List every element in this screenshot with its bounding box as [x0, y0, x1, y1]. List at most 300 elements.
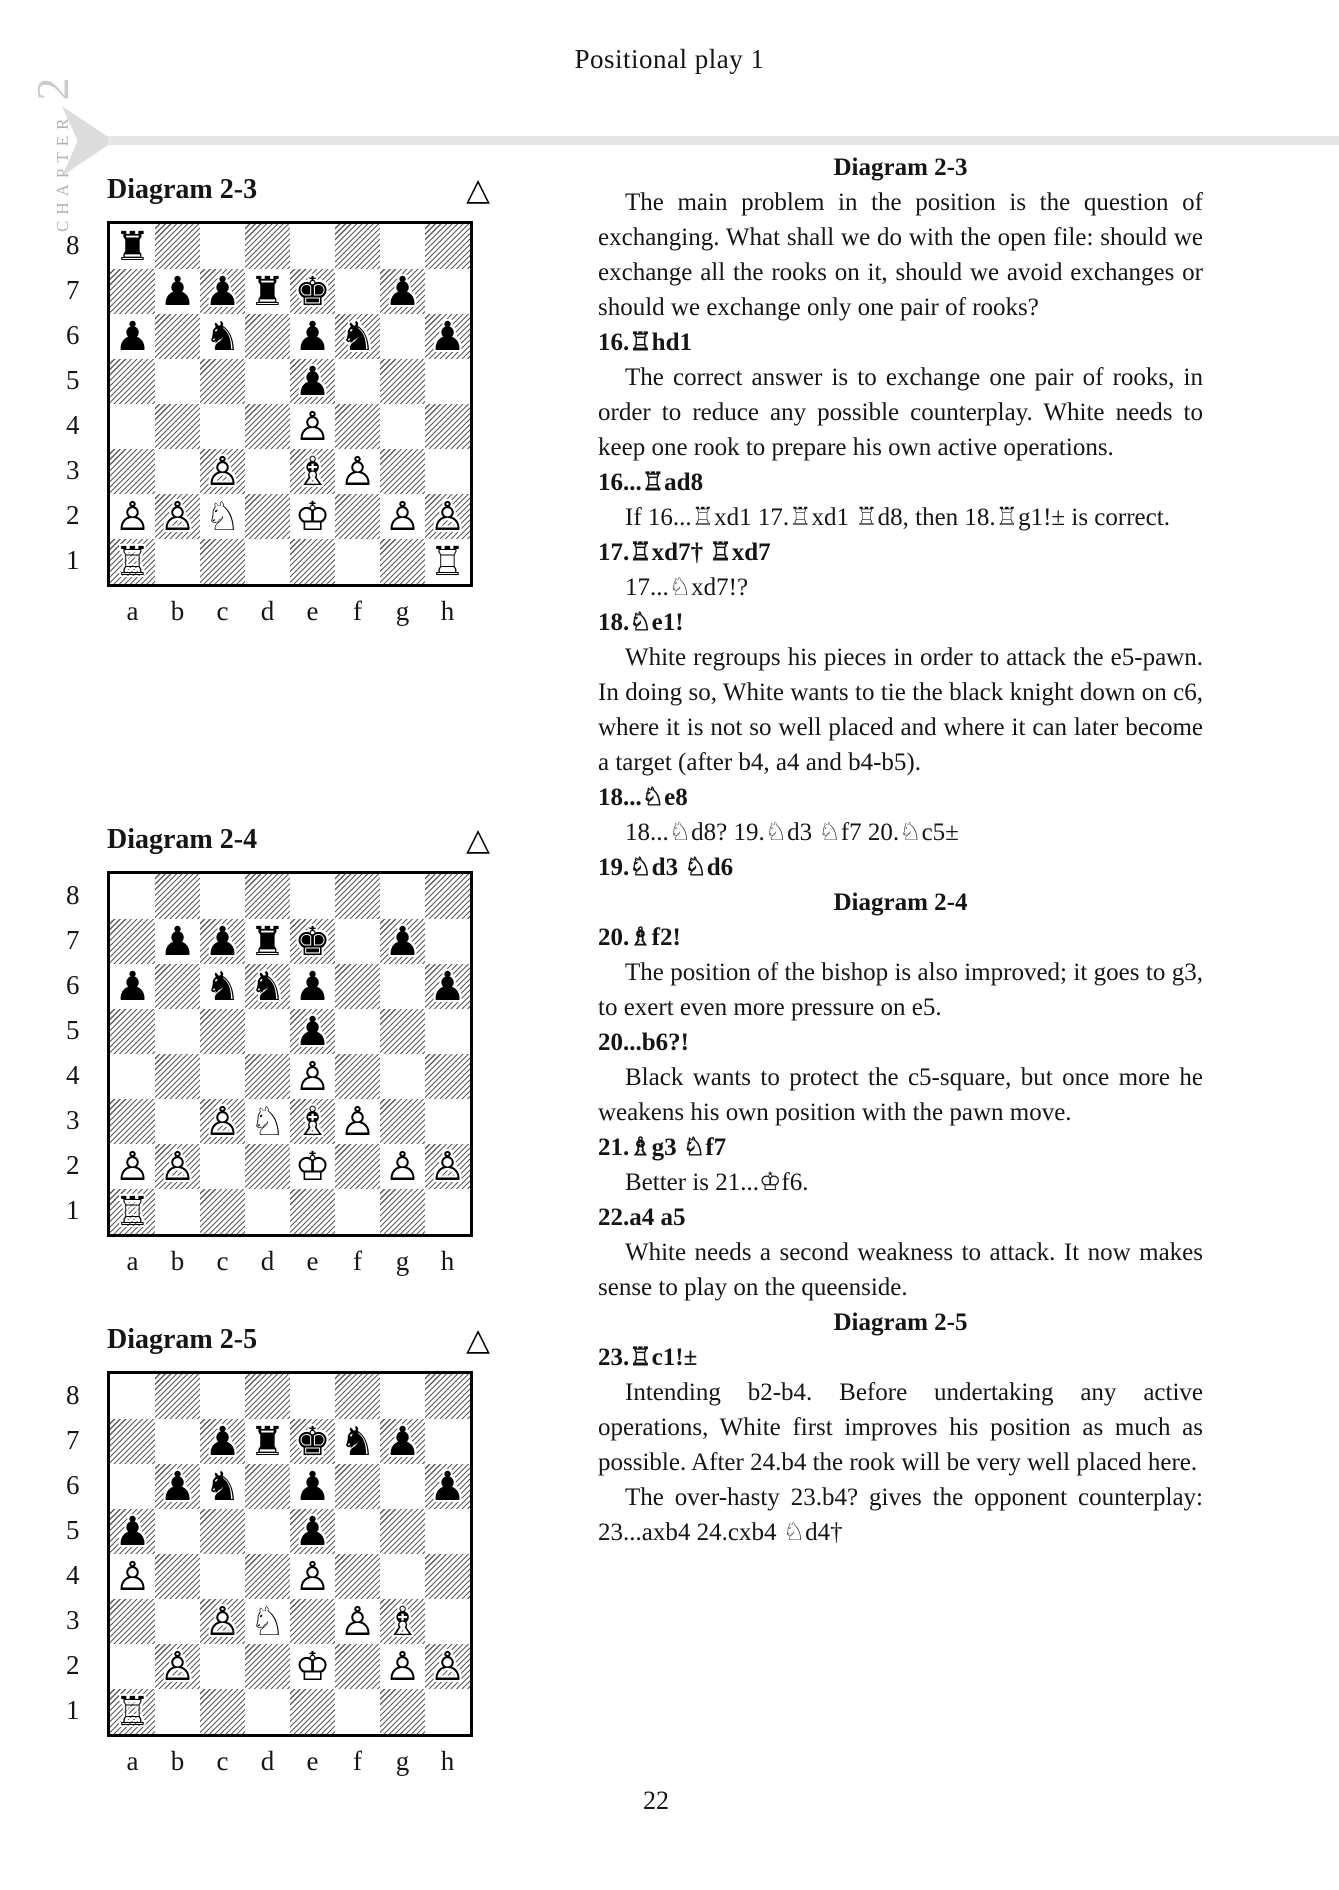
chess-piece: ♟ [159, 918, 196, 965]
chess-piece: ♟ [294, 313, 331, 360]
board-square [155, 1689, 200, 1734]
chess-piece: ♟ [294, 358, 331, 405]
board-square [425, 1054, 470, 1099]
board-square [245, 359, 290, 404]
move-line: 20...b6?! [598, 1029, 689, 1056]
rank-label: 5 [66, 1514, 80, 1545]
board-square [290, 1009, 335, 1054]
board-square [425, 359, 470, 404]
chess-piece: ♟ [159, 1463, 196, 1510]
rank-label: 6 [66, 319, 80, 350]
chess-piece: ♔ [294, 1143, 331, 1190]
board-square [425, 404, 470, 449]
board-square [200, 1374, 245, 1419]
board-square [380, 269, 425, 314]
rank-label: 4 [66, 1059, 80, 1090]
file-label: h [440, 1246, 455, 1276]
file-label: d [260, 1246, 275, 1276]
diagram-reference: Diagram 2-4 [833, 889, 968, 916]
file-labels [110, 1246, 470, 1277]
chess-piece: ♖ [114, 1688, 151, 1735]
board-square [200, 359, 245, 404]
board-square [245, 1599, 290, 1644]
chess-piece: ♙ [204, 1098, 241, 1145]
diagram-label: Diagram 2-4 [107, 824, 258, 855]
board-square [335, 269, 380, 314]
chess-piece: ♟ [384, 268, 421, 315]
chess-piece: ♟ [294, 963, 331, 1010]
board-square [425, 1374, 470, 1419]
board-square [245, 224, 290, 269]
chess-piece: ♟ [384, 1418, 421, 1465]
move-line: 23.♖c1!± [598, 1344, 698, 1371]
board-square [290, 1374, 335, 1419]
board-square [290, 1509, 335, 1554]
chess-piece: ♙ [159, 1143, 196, 1190]
board-square [155, 1099, 200, 1144]
board-square [425, 314, 470, 359]
chess-piece: ♙ [294, 1053, 331, 1100]
board-square [200, 1644, 245, 1689]
board-square [110, 224, 155, 269]
chess-piece: ♞ [204, 963, 241, 1010]
board-square [110, 1144, 155, 1189]
chess-piece: ♟ [294, 1508, 331, 1555]
board-square [425, 874, 470, 919]
chess-diagram [66, 172, 490, 627]
board-square [425, 494, 470, 539]
board-square [155, 964, 200, 1009]
board-square [380, 1509, 425, 1554]
rank-label: 6 [66, 1469, 80, 1500]
chess-piece: ♟ [114, 1508, 151, 1555]
board-square [290, 539, 335, 584]
rank-label: 2 [66, 1149, 80, 1180]
rank-label: 4 [66, 1559, 80, 1590]
board-square [290, 1099, 335, 1144]
board-square [155, 1189, 200, 1234]
board-row [66, 1371, 490, 1737]
move-line: 16...♖ad8 [598, 469, 704, 496]
board-square [335, 1464, 380, 1509]
rank-label: 1 [66, 544, 80, 575]
file-label: f [353, 1746, 362, 1776]
board-square [200, 1509, 245, 1554]
file-label: f [353, 1246, 362, 1276]
diagram-label: Diagram 2-3 [107, 174, 258, 205]
board-square [245, 1099, 290, 1144]
move-line: 18.♘e1! [598, 609, 684, 636]
chess-board [107, 871, 473, 1237]
variation-line: Better is 21...♔f6. [625, 1169, 809, 1196]
board-square [425, 1554, 470, 1599]
board-square [200, 1054, 245, 1099]
board-square [245, 1054, 290, 1099]
chess-piece: ♙ [429, 1143, 466, 1190]
board-square [200, 1189, 245, 1234]
move-line: 22.a4 a5 [598, 1204, 686, 1231]
chess-diagram [66, 1322, 490, 1777]
board-square [425, 1599, 470, 1644]
board-square [380, 1644, 425, 1689]
chess-piece: ♚ [294, 918, 331, 965]
file-labels [110, 596, 470, 627]
board-square [425, 449, 470, 494]
diagram-header [107, 822, 490, 858]
chess-piece: ♙ [159, 493, 196, 540]
board-square [380, 404, 425, 449]
chess-piece: ♞ [204, 313, 241, 360]
chess-piece: ♙ [204, 448, 241, 495]
board-square [380, 1009, 425, 1054]
board-square [200, 1689, 245, 1734]
board-square [245, 1419, 290, 1464]
board-square [245, 964, 290, 1009]
board-square [155, 1554, 200, 1599]
chess-piece: ♜ [249, 918, 286, 965]
board-square [380, 224, 425, 269]
chess-piece: ♟ [429, 313, 466, 360]
chess-piece: ♗ [294, 1098, 331, 1145]
chess-board [107, 221, 473, 587]
board-square [380, 919, 425, 964]
chess-piece: ♗ [294, 448, 331, 495]
rank-label: 8 [66, 879, 80, 910]
board-square [245, 919, 290, 964]
board-square [245, 1189, 290, 1234]
board-square [110, 919, 155, 964]
board-square [245, 1009, 290, 1054]
board-square [380, 1144, 425, 1189]
board-square [380, 449, 425, 494]
board-square [200, 874, 245, 919]
page-number: 22 [643, 1786, 669, 1815]
board-square [380, 1689, 425, 1734]
rank-label: 7 [66, 924, 80, 955]
board-square [335, 1419, 380, 1464]
board-square [155, 314, 200, 359]
commentary-paragraph: The position of the bishop is also improved; it goes to g3, to exert even more pressure on e5. [598, 959, 1203, 1021]
move-line: 19.♘d3 ♘d6 [598, 854, 734, 881]
chess-piece: ♙ [294, 1553, 331, 1600]
board-square [335, 919, 380, 964]
chess-piece: ♙ [429, 493, 466, 540]
board-square [425, 1644, 470, 1689]
board-square [110, 1009, 155, 1054]
board-square [290, 1464, 335, 1509]
diagram-header [107, 1322, 490, 1358]
board-square [155, 1054, 200, 1099]
chess-piece: ♔ [294, 493, 331, 540]
file-label: b [170, 1746, 185, 1776]
board-square [200, 1009, 245, 1054]
board-square [425, 1189, 470, 1234]
board-square [155, 539, 200, 584]
chess-piece: ♟ [204, 918, 241, 965]
chess-piece: ♘ [249, 1098, 286, 1145]
board-square [200, 919, 245, 964]
file-label: h [440, 596, 455, 626]
board-square [245, 1144, 290, 1189]
rank-label: 8 [66, 1379, 80, 1410]
chess-piece: ♟ [114, 963, 151, 1010]
chapter-number: 2 [27, 77, 78, 101]
board-square [290, 224, 335, 269]
chess-piece: ♙ [294, 403, 331, 450]
board-square [380, 1189, 425, 1234]
rank-label: 4 [66, 409, 80, 440]
chess-piece: ♔ [294, 1643, 331, 1690]
chess-piece: ♟ [204, 1418, 241, 1465]
board-square [245, 1554, 290, 1599]
board-square [380, 1554, 425, 1599]
file-label: d [260, 1746, 275, 1776]
commentary-paragraph: Intending b2-b4. Before undertaking any active operations, White first improves his position as much as possible. After 24.b4 the rook will be very well placed here. [598, 1379, 1203, 1476]
rank-label: 3 [66, 1604, 80, 1635]
file-label: a [126, 1746, 139, 1776]
diagram-label: Diagram 2-5 [107, 1324, 258, 1355]
board-square [155, 1144, 200, 1189]
file-label: b [170, 1246, 185, 1276]
move-line: 17.♖xd7† ♖xd7 [598, 539, 771, 566]
chess-piece: ♖ [114, 538, 151, 585]
file-label: e [306, 1246, 319, 1276]
rank-label: 3 [66, 454, 80, 485]
board-square [425, 1419, 470, 1464]
board-square [335, 1054, 380, 1099]
board-square [110, 1054, 155, 1099]
board-square [110, 1644, 155, 1689]
file-label: b [170, 596, 185, 626]
move-line: 21.♗g3 ♘f7 [598, 1134, 727, 1161]
board-square [290, 919, 335, 964]
board-square [110, 1189, 155, 1234]
board-square [290, 359, 335, 404]
board-square [110, 1464, 155, 1509]
commentary-paragraph: The main problem in the position is the question of exchanging. What shall we do with the open file: should we exchange all the rooks on it, should we avoid exchanges or should we exchange only one pair of rooks? [598, 189, 1203, 321]
white-to-move-icon: △ [466, 171, 490, 208]
chess-piece: ♙ [429, 1643, 466, 1690]
board-square [245, 404, 290, 449]
board-square [110, 1689, 155, 1734]
chess-piece: ♟ [429, 1463, 466, 1510]
chess-piece: ♞ [339, 313, 376, 360]
board-square [245, 1464, 290, 1509]
board-square [290, 1689, 335, 1734]
board-square [290, 1419, 335, 1464]
board-square [245, 314, 290, 359]
board-square [425, 1009, 470, 1054]
board-square [380, 1419, 425, 1464]
board-square [290, 1054, 335, 1099]
board-square [380, 874, 425, 919]
board-square [110, 874, 155, 919]
rank-label: 5 [66, 364, 80, 395]
board-square [200, 964, 245, 1009]
board-square [425, 1689, 470, 1734]
board-square [335, 449, 380, 494]
board-square [200, 269, 245, 314]
board-square [380, 539, 425, 584]
rank-label: 7 [66, 274, 80, 305]
file-label: c [216, 1746, 229, 1776]
board-square [200, 1419, 245, 1464]
board-square [245, 269, 290, 314]
chess-piece: ♟ [384, 918, 421, 965]
board-square [335, 1554, 380, 1599]
chess-piece: ♙ [114, 493, 151, 540]
board-square [290, 1599, 335, 1644]
board-square [425, 1144, 470, 1189]
board-square [290, 494, 335, 539]
board-square [335, 874, 380, 919]
variation-line: 17...♘xd7!? [625, 574, 749, 601]
board-square [200, 539, 245, 584]
board-square [425, 1099, 470, 1144]
board-square [110, 494, 155, 539]
board-square [245, 449, 290, 494]
board-square [290, 1644, 335, 1689]
board-square [155, 1599, 200, 1644]
board-square [200, 224, 245, 269]
board-square [110, 539, 155, 584]
chess-piece: ♙ [114, 1553, 151, 1600]
rank-label: 8 [66, 229, 80, 260]
board-square [155, 919, 200, 964]
chess-piece: ♟ [114, 313, 151, 360]
file-label: d [260, 596, 275, 626]
board-square [155, 1509, 200, 1554]
board-square [335, 964, 380, 1009]
chess-piece: ♞ [339, 1418, 376, 1465]
board-square [425, 1509, 470, 1554]
chess-piece: ♞ [204, 1463, 241, 1510]
board-square [335, 359, 380, 404]
board-square [155, 874, 200, 919]
diagram-reference: Diagram 2-5 [833, 1309, 968, 1336]
chess-piece: ♙ [204, 1598, 241, 1645]
board-square [290, 314, 335, 359]
commentary-paragraph: White needs a second weakness to attack. It now makes sense to play on the queenside. [598, 1239, 1203, 1301]
board-square [110, 964, 155, 1009]
commentary-paragraph: The correct answer is to exchange one pair of rooks, in order to reduce any possible counterplay. White needs to keep one rook to prepare his own active operations. [598, 364, 1203, 461]
file-labels [110, 1746, 470, 1777]
file-label: g [395, 1246, 410, 1276]
chess-diagram [66, 822, 490, 1277]
move-line: 16.♖hd1 [598, 329, 692, 356]
board-square [245, 1374, 290, 1419]
board-square [425, 1464, 470, 1509]
chess-piece: ♟ [204, 268, 241, 315]
board-square [335, 1689, 380, 1734]
chess-piece: ♜ [249, 1418, 286, 1465]
board-square [245, 1644, 290, 1689]
file-label: a [126, 596, 139, 626]
board-square [110, 1599, 155, 1644]
board-square [380, 1054, 425, 1099]
board-square [380, 1099, 425, 1144]
board-row [66, 871, 490, 1237]
board-square [155, 1644, 200, 1689]
rank-label: 2 [66, 1649, 80, 1680]
board-row [66, 221, 490, 587]
rank-label: 5 [66, 1014, 80, 1045]
board-square [425, 539, 470, 584]
chess-piece: ♙ [384, 493, 421, 540]
chess-piece: ♙ [339, 1598, 376, 1645]
rank-label: 2 [66, 499, 80, 530]
white-to-move-icon: △ [466, 1321, 490, 1358]
board-square [335, 1374, 380, 1419]
chess-piece: ♙ [339, 1098, 376, 1145]
board-square [200, 1554, 245, 1599]
board-square [380, 1599, 425, 1644]
variation-line: 18...♘d8? 19.♘d3 ♘f7 20.♘c5± [625, 819, 959, 846]
board-square [200, 1144, 245, 1189]
board-square [335, 1189, 380, 1234]
board-square [335, 1509, 380, 1554]
board-square [110, 1374, 155, 1419]
chess-piece: ♙ [384, 1643, 421, 1690]
board-square [335, 1099, 380, 1144]
file-label: g [395, 1746, 410, 1776]
file-label: e [306, 1746, 319, 1776]
board-square [380, 964, 425, 1009]
chess-piece: ♙ [384, 1143, 421, 1190]
diagram-header [107, 172, 490, 208]
board-square [245, 494, 290, 539]
chess-board [107, 1371, 473, 1737]
file-label: e [306, 596, 319, 626]
board-square [110, 1419, 155, 1464]
board-square [245, 1689, 290, 1734]
chess-piece: ♟ [429, 963, 466, 1010]
board-square [155, 1009, 200, 1054]
rank-label: 3 [66, 1104, 80, 1135]
board-square [155, 404, 200, 449]
chess-piece: ♟ [294, 1463, 331, 1510]
board-square [200, 1099, 245, 1144]
board-square [425, 919, 470, 964]
board-square [290, 874, 335, 919]
board-square [380, 494, 425, 539]
board-square [110, 449, 155, 494]
chess-piece: ♚ [294, 268, 331, 315]
commentary-paragraph: The over-hasty 23.b4? gives the opponent counterplay: 23...axb4 24.cxb4 ♘d4† [598, 1484, 1203, 1546]
board-square [290, 1144, 335, 1189]
file-label: c [216, 596, 229, 626]
board-square [155, 269, 200, 314]
chess-piece: ♟ [294, 1008, 331, 1055]
chess-piece: ♜ [114, 223, 151, 270]
rank-label: 1 [66, 1194, 80, 1225]
board-square [290, 964, 335, 1009]
board-square [335, 314, 380, 359]
chess-piece: ♘ [204, 493, 241, 540]
board-square [290, 449, 335, 494]
board-square [110, 404, 155, 449]
board-square [110, 359, 155, 404]
board-square [380, 359, 425, 404]
commentary-column [598, 150, 1203, 1550]
board-square [335, 1644, 380, 1689]
board-square [155, 1464, 200, 1509]
page-header-title: Positional play 1 [574, 44, 765, 74]
chess-piece: ♖ [114, 1188, 151, 1235]
chess-piece: ♙ [159, 1643, 196, 1690]
board-square [335, 1009, 380, 1054]
chess-piece: ♜ [249, 268, 286, 315]
